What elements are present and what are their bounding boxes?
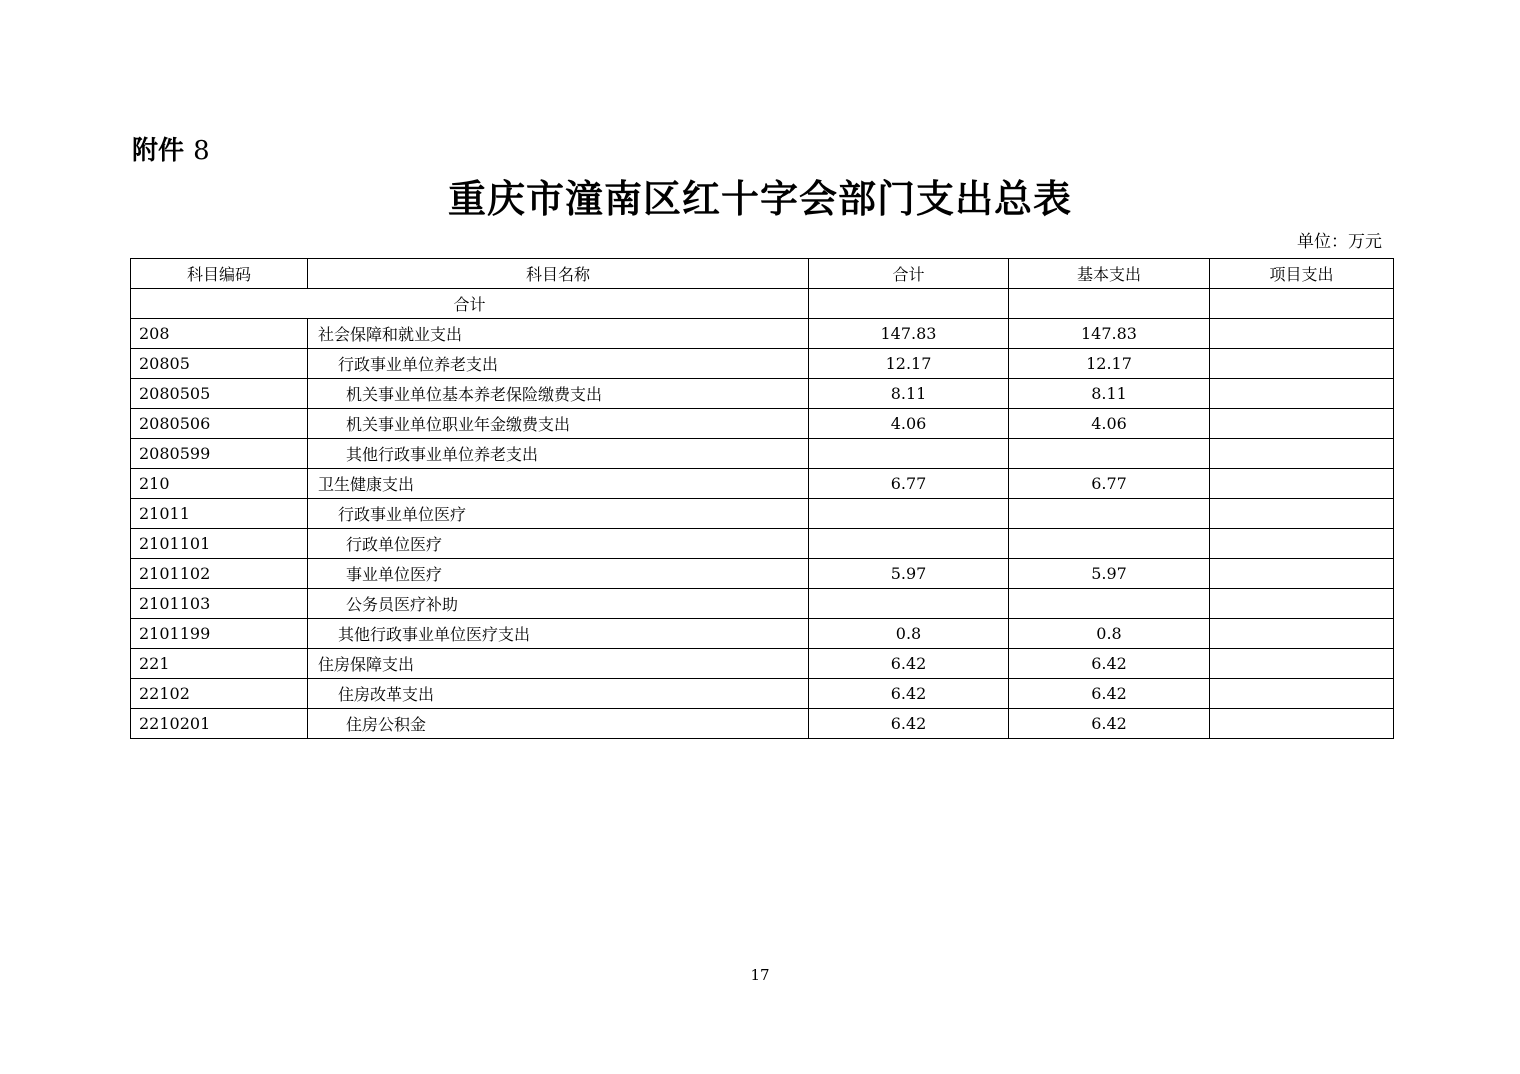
table-row [131, 649, 1394, 679]
header-total: 合计 [809, 259, 1009, 289]
row-total: 147.83 [809, 319, 1009, 349]
row-basic: 6.42 [1009, 649, 1210, 679]
row-code: 20805 [131, 349, 308, 379]
table-row [131, 559, 1394, 589]
row-name: 其他行政事业单位医疗支出 [308, 619, 809, 649]
row-name: 事业单位医疗 [308, 559, 809, 589]
row-total [809, 529, 1009, 559]
total-row-total [809, 289, 1009, 319]
row-name: 其他行政事业单位养老支出 [308, 439, 809, 469]
row-code: 22102 [131, 679, 308, 709]
row-basic [1009, 529, 1210, 559]
row-basic: 8.11 [1009, 379, 1210, 409]
row-code: 2080599 [131, 439, 308, 469]
row-total: 6.42 [809, 649, 1009, 679]
row-total: 6.77 [809, 469, 1009, 499]
row-project [1210, 559, 1394, 589]
row-code: 2101103 [131, 589, 308, 619]
row-total [809, 499, 1009, 529]
header-project: 项目支出 [1210, 259, 1394, 289]
row-total: 0.8 [809, 619, 1009, 649]
row-basic [1009, 499, 1210, 529]
row-project [1210, 649, 1394, 679]
row-project [1210, 379, 1394, 409]
total-row-basic [1009, 289, 1210, 319]
row-project [1210, 499, 1394, 529]
page-title: 重庆市潼南区红十字会部门支出总表 [447, 177, 1072, 221]
attachment-number: 8 [193, 136, 210, 166]
row-code: 2101102 [131, 559, 308, 589]
table-row [131, 589, 1394, 619]
row-name: 行政事业单位养老支出 [308, 349, 809, 379]
row-name: 行政单位医疗 [308, 529, 809, 559]
row-name: 住房改革支出 [308, 679, 809, 709]
page-number: 17 [750, 966, 770, 984]
row-name: 机关事业单位基本养老保险缴费支出 [308, 379, 809, 409]
expenditure-table [130, 258, 1394, 739]
row-total: 8.11 [809, 379, 1009, 409]
row-project [1210, 679, 1394, 709]
row-basic: 147.83 [1009, 319, 1210, 349]
row-basic: 6.77 [1009, 469, 1210, 499]
row-basic: 4.06 [1009, 409, 1210, 439]
row-basic: 12.17 [1009, 349, 1210, 379]
row-name: 住房保障支出 [308, 649, 809, 679]
row-name: 公务员医疗补助 [308, 589, 809, 619]
row-total [809, 439, 1009, 469]
row-code: 210 [131, 469, 308, 499]
row-total: 6.42 [809, 679, 1009, 709]
row-project [1210, 349, 1394, 379]
table-row [131, 439, 1394, 469]
row-total [809, 589, 1009, 619]
row-name: 社会保障和就业支出 [308, 319, 809, 349]
table-header-row [131, 259, 1394, 289]
row-code: 2101199 [131, 619, 308, 649]
row-project [1210, 709, 1394, 739]
table-row [131, 709, 1394, 739]
table-row [131, 409, 1394, 439]
row-project [1210, 469, 1394, 499]
row-project [1210, 529, 1394, 559]
row-total: 4.06 [809, 409, 1009, 439]
attachment-label [132, 134, 210, 168]
table-row [131, 619, 1394, 649]
row-code: 2210201 [131, 709, 308, 739]
table-row [131, 379, 1394, 409]
row-code: 208 [131, 319, 308, 349]
row-code: 2101101 [131, 529, 308, 559]
row-project [1210, 589, 1394, 619]
table-row [131, 679, 1394, 709]
total-row-label: 合计 [131, 289, 809, 319]
row-project [1210, 619, 1394, 649]
header-code: 科目编码 [131, 259, 308, 289]
row-basic [1009, 589, 1210, 619]
row-name: 卫生健康支出 [308, 469, 809, 499]
header-basic: 基本支出 [1009, 259, 1210, 289]
attachment-text: 附件 [132, 136, 185, 166]
row-basic [1009, 439, 1210, 469]
row-total: 5.97 [809, 559, 1009, 589]
table-row [131, 349, 1394, 379]
row-code: 2080505 [131, 379, 308, 409]
row-code: 2080506 [131, 409, 308, 439]
table-row [131, 469, 1394, 499]
row-basic: 0.8 [1009, 619, 1210, 649]
row-name: 机关事业单位职业年金缴费支出 [308, 409, 809, 439]
row-name: 住房公积金 [308, 709, 809, 739]
row-basic: 6.42 [1009, 709, 1210, 739]
table-row [131, 529, 1394, 559]
row-project [1210, 439, 1394, 469]
row-code: 221 [131, 649, 308, 679]
total-row-project [1210, 289, 1394, 319]
row-total: 6.42 [809, 709, 1009, 739]
table-row [131, 499, 1394, 529]
row-name: 行政事业单位医疗 [308, 499, 809, 529]
unit-label: 单位：万元 [1297, 232, 1382, 252]
table-row [131, 319, 1394, 349]
row-project [1210, 409, 1394, 439]
row-basic: 5.97 [1009, 559, 1210, 589]
row-code: 21011 [131, 499, 308, 529]
row-total: 12.17 [809, 349, 1009, 379]
row-basic: 6.42 [1009, 679, 1210, 709]
row-project [1210, 319, 1394, 349]
header-name: 科目名称 [308, 259, 809, 289]
total-row [131, 289, 1394, 319]
